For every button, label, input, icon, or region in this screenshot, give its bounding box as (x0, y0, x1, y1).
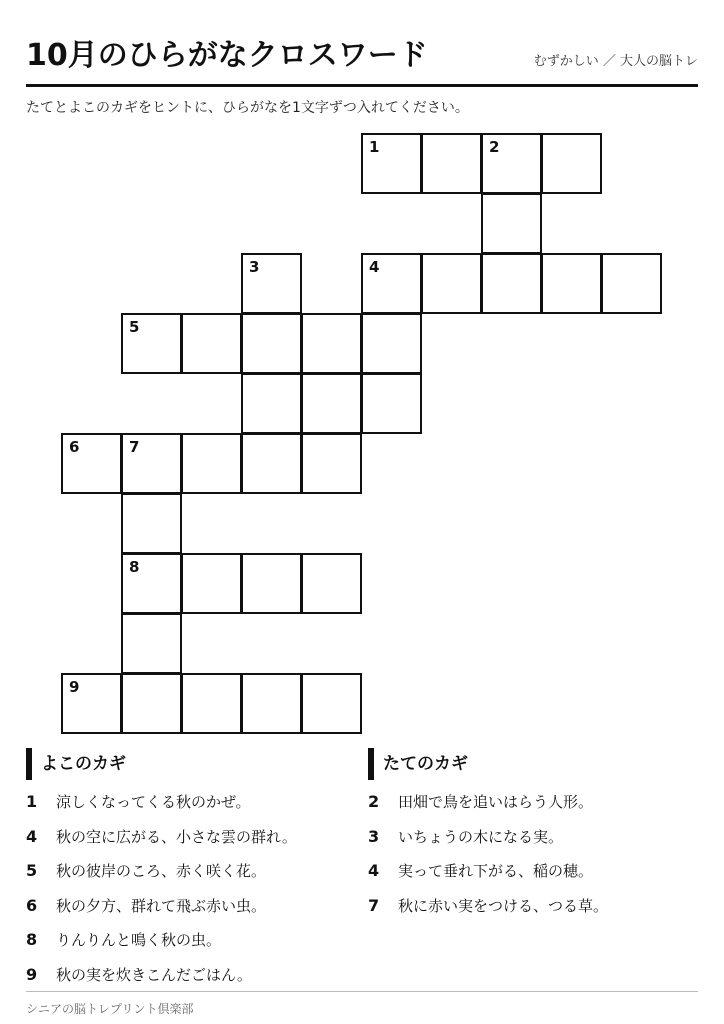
grid-cell[interactable] (301, 373, 362, 434)
clue-number: 3 (368, 826, 380, 846)
grid-cell[interactable] (361, 133, 422, 194)
grid-cell[interactable] (541, 133, 602, 194)
clue-number: 7 (368, 895, 380, 915)
clue-text: 秋の彼岸のころ、赤く咲く花。 (56, 862, 267, 880)
title-divider (26, 84, 698, 87)
cell-number: 3 (249, 258, 260, 276)
cell-number: 4 (369, 258, 380, 276)
clue-item (26, 896, 266, 916)
grid-cell[interactable] (421, 133, 482, 194)
grid-cell[interactable] (301, 553, 362, 614)
grid-cell[interactable] (241, 313, 302, 374)
clue-number: 6 (26, 895, 38, 915)
clue-item (368, 861, 593, 881)
grid-cell[interactable] (421, 253, 482, 314)
clue-item (368, 792, 593, 812)
grid-cell[interactable] (181, 673, 242, 734)
down-heading: たてのカギ (368, 748, 468, 780)
clue-item (26, 965, 252, 985)
grid-cell[interactable] (601, 253, 662, 314)
grid-cell[interactable] (301, 433, 362, 494)
grid-cell[interactable] (61, 673, 122, 734)
grid-cell[interactable] (241, 373, 302, 434)
cell-number: 2 (489, 138, 500, 156)
grid-cell[interactable] (361, 313, 422, 374)
clue-item (26, 827, 297, 847)
grid-cell[interactable] (121, 553, 182, 614)
clue-item (26, 861, 266, 881)
grid-cell[interactable] (61, 433, 122, 494)
footer-divider (26, 991, 698, 992)
grid-cell[interactable] (121, 613, 182, 674)
grid-cell[interactable] (241, 253, 302, 314)
clue-text: 秋の実を炊きこんだごはん。 (56, 965, 252, 984)
cell-number: 5 (129, 318, 140, 336)
clue-text: 秋の空に広がる、小さな雲の群れ。 (56, 827, 297, 846)
footer-text: シニアの脳トレプリント倶楽部 (26, 1002, 194, 1016)
grid-cell[interactable] (181, 553, 242, 614)
grid-cell[interactable] (301, 313, 362, 374)
difficulty-label: むずかしい ／ 大人の脳トレ (533, 54, 698, 69)
clue-text: 実って垂れ下がる、稲の穂。 (398, 862, 594, 880)
grid-cell[interactable] (181, 433, 242, 494)
clue-number: 4 (368, 861, 380, 880)
grid-cell[interactable] (241, 433, 302, 494)
grid-cell[interactable] (361, 373, 422, 434)
cell-number: 8 (129, 558, 140, 576)
clue-number: 8 (26, 930, 38, 949)
page-title: 10月のひらがなクロスワード (26, 38, 428, 73)
clue-text: 秋の夕方、群れて飛ぶ赤い虫。 (56, 896, 267, 915)
clue-item (368, 827, 563, 847)
grid-cell[interactable] (181, 313, 242, 374)
grid-cell[interactable] (121, 313, 182, 374)
grid-cell[interactable] (481, 193, 542, 254)
clue-text: 田畑で鳥を追いはらう人形。 (398, 793, 594, 811)
clue-number: 1 (26, 792, 38, 811)
cell-number: 1 (369, 138, 380, 156)
cell-number: 9 (69, 678, 80, 696)
grid-cell[interactable] (121, 433, 182, 494)
grid-cell[interactable] (361, 253, 422, 314)
across-heading: よこのカギ (26, 748, 126, 780)
clue-item (26, 792, 251, 812)
clue-text: いちょうの木になる実。 (398, 827, 564, 846)
grid-cell[interactable] (481, 133, 542, 194)
clue-item (368, 896, 608, 916)
grid-cell[interactable] (301, 673, 362, 734)
clue-number: 4 (26, 826, 38, 846)
clue-number: 9 (26, 964, 38, 984)
clue-text: りんりんと鳴く秋の虫。 (56, 931, 222, 949)
grid-cell[interactable] (241, 673, 302, 734)
clue-item (26, 930, 221, 950)
grid-cell[interactable] (541, 253, 602, 314)
grid-cell[interactable] (121, 493, 182, 554)
grid-cell[interactable] (241, 553, 302, 614)
clue-text: 秋に赤い実をつける、つる草。 (398, 896, 609, 915)
grid-cell[interactable] (121, 673, 182, 734)
clue-number: 2 (368, 792, 380, 811)
cell-number: 7 (129, 438, 140, 456)
instructions: たてとよこのカギをヒントに、ひらがなを1文字ずつ入れてください。 (26, 100, 469, 116)
clue-number: 5 (26, 861, 38, 880)
grid-cell[interactable] (481, 253, 542, 314)
clue-text: 涼しくなってくる秋のかぜ。 (56, 793, 251, 811)
cell-number: 6 (69, 438, 80, 456)
